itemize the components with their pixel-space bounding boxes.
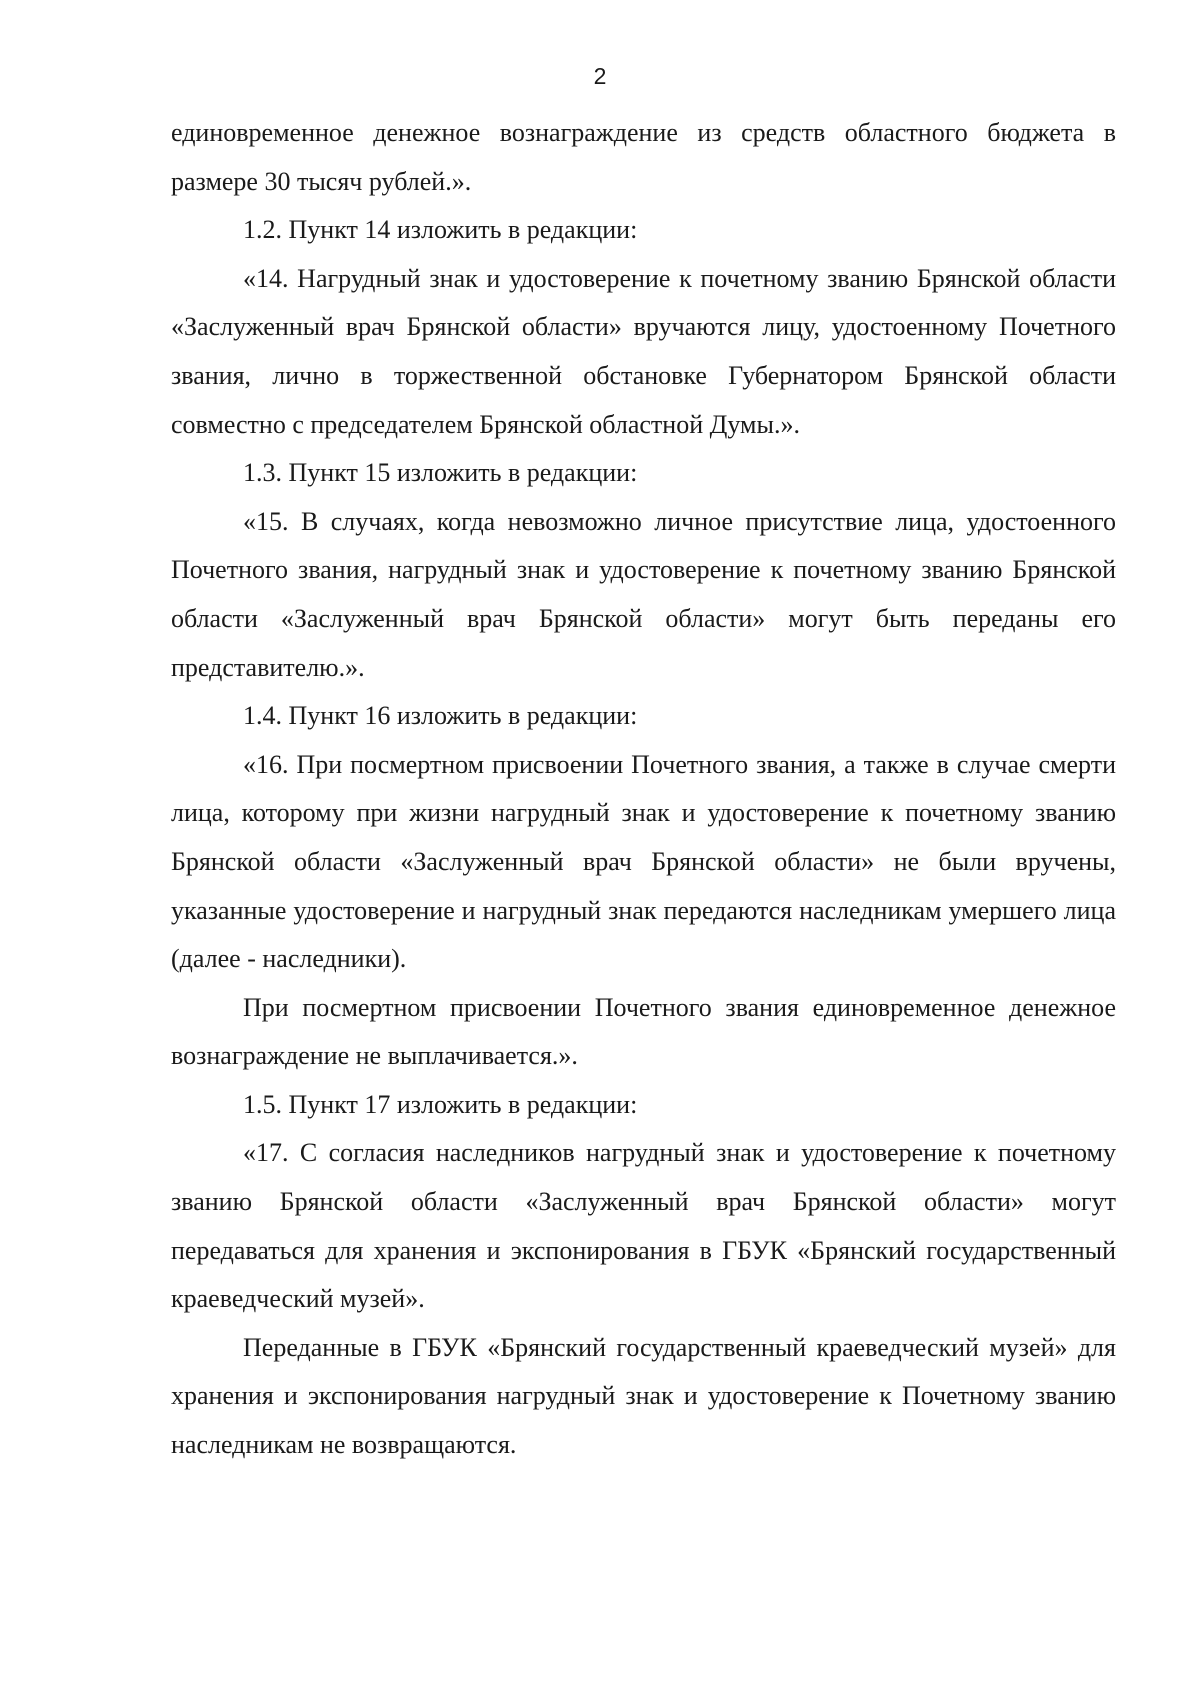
paragraph-clause-17-continued: Переданные в ГБУК «Брянский государственный краеведческий музей» для хранения и экспонирования нагрудный знак и удостоверение к Почетному званию наследникам не возвращаются.: [171, 1332, 1116, 1460]
paragraph-clause-17: «17. С согласия наследников нагрудный знак и удостоверение к почетному званию Брянской области «Заслуженный врач Брянской области» могут передаваться для хранения и экспонирования в ГБУК «Брянский государственный краеведческий музей».: [171, 1138, 1116, 1314]
paragraph-item-1-5: 1.5. Пункт 17 изложить в редакции:: [243, 1089, 638, 1119]
paragraph-item-1-2: 1.2. Пункт 14 изложить в редакции:: [243, 215, 638, 245]
page-number: 2: [593, 63, 607, 89]
paragraph-clause-15: «15. В случаях, когда невозможно личное присутствие лица, удостоенного Почетного звания, нагрудный знак и удостоверение к почетному званию Брянской области «Заслуженный врач Брянской области» могут быть переданы его представителю.».: [171, 506, 1116, 682]
paragraph-item-1-3: 1.3. Пункт 15 изложить в редакции:: [243, 458, 638, 488]
paragraph-clause-16-continued: При посмертном присвоении Почетного звания единовременное денежное вознаграждение не выплачивается.».: [171, 992, 1116, 1071]
paragraph-clause-14: «14. Нагрудный знак и удостоверение к почетному званию Брянской области «Заслуженный врач Брянской области» вручаются лицу, удостоенному Почетного звания, лично в торжественной обстановке Губернатором Брянской области совместно с председателем Брянской областной Думы.».: [171, 263, 1116, 439]
paragraph-item-1-4: 1.4. Пункт 16 изложить в редакции:: [243, 701, 638, 731]
paragraph-award-continuation: единовременное денежное вознаграждение из средств областного бюджета в размере 30 тысяч рублей.».: [171, 118, 1116, 196]
paragraph-clause-16: «16. При посмертном присвоении Почетного звания, а также в случае смерти лица, которому при жизни нагрудный знак и удостоверение к почетному званию Брянской области «Заслуженный врач Брянской области» не были вручены, указанные удостоверение и нагрудный знак передаются наследникам умершего лица (далее - наследники).: [171, 749, 1116, 974]
document-body: [171, 109, 1116, 1470]
